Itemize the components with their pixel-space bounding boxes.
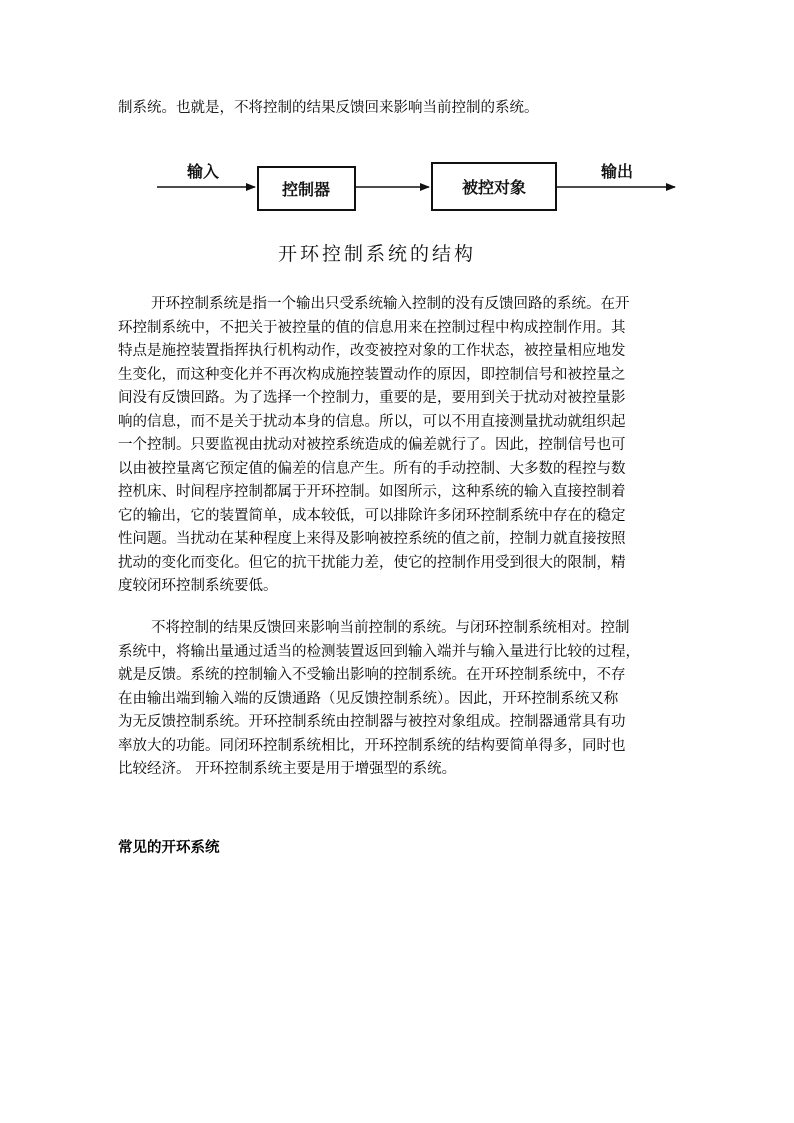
open-loop-diagram [155,150,685,275]
output-label: 输出 [601,162,634,181]
paragraph-line: 开环控制系统是指一个输出只受系统输入控制的没有反馈回路的系统。在开 [151,296,630,312]
paragraph-line: 为无反馈控制系统。开环控制系统由控制器与被控对象组成。控制器通常具有功 [118,714,626,730]
paragraph-line: 环控制系统中，不把关于被控量的值的信息用来在控制过程中构成控制作用。其 [118,319,626,336]
diagram-caption: 开环控制系统的结构 [277,243,477,265]
paragraph-line: 在由输出端到输入端的反馈通路（见反馈控制系统）。因此，开环控制系统又称 [118,690,619,707]
paragraph-line: 系统中，将输出量通过适当的检测装置返回到输入端并与输入量进行比较的过程， [118,643,640,660]
paragraph-line: 扰动的变化而变化。但它的抗干扰能力差，使它的控制作用受到很大的限制，精 [118,554,626,571]
plant-label: 被控对象 [461,178,527,197]
paragraph-line: 比较经济。 开环控制系统主要是用于增强型的系统。 [118,761,457,777]
paragraph-line: 以由被控量离它预定值的偏差的信息产生。所有的手动控制、大多数的程控与数 [118,460,626,477]
paragraph-line: 它的输出，它的装置简单，成本较低，可以排除许多闭环控制系统中存在的稳定 [118,507,626,524]
paragraph-line: 就是反馈。系统的控制输入不受输出影响的控制系统。在开环控制系统中，不存 [118,667,626,683]
paragraph-line: 不将控制的结果反馈回来影响当前控制的系统。与闭环控制系统相对。控制 [151,620,630,636]
paragraph-line: 度较闭环控制系统要低。 [118,578,278,594]
paragraph-line: 特点是施控装置指挥执行机构动作，改变被控对象的工作状态，被控量相应地发 [118,343,626,359]
paragraph-line: 一个控制。只要监视由扰动对被控系统造成的偏差就行了。因此，控制信号也可 [118,437,626,453]
input-label: 输入 [187,162,220,181]
paragraph-line: 响的信息，而不是关于扰动本身的信息。所以，可以不用直接测量扰动就组织起 [118,413,626,430]
section-heading: 常见的开环系统 [118,840,220,856]
paragraph-line: 间没有反馈回路。为了选择一个控制力，重要的是，要用到关于扰动对被控量影 [118,390,626,406]
paragraph-feedback-explanation [118,617,678,782]
paragraph-open-loop-definition [118,293,678,599]
paragraph-line: 率放大的功能。同闭环控制系统相比，开环控制系统的结构要简单得多，同时也 [118,737,626,754]
controller-label: 控制器 [281,180,331,199]
paragraph-line: 性问题。当扰动在某种程度上来得及影响被控系统的值之前，控制力就直接按照 [118,531,626,547]
top-text-line: 制系统。也就是，不将控制的结果反馈回来影响当前控制的系统。 [118,100,539,116]
paragraph-line: 控机床、时间程序控制都属于开环控制。如图所示，这种系统的输入直接控制着 [118,484,626,500]
paragraph-line: 生变化，而这种变化并不再次构成施控装置动作的原因，即控制信号和被控量之 [118,366,626,383]
